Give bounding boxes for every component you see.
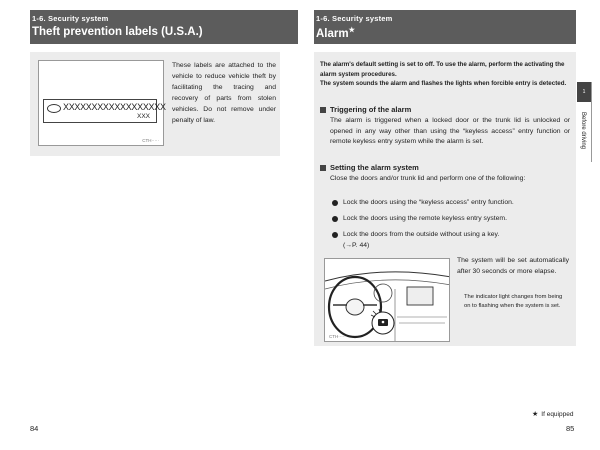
left-section-label: 1-6. Security system [32, 14, 109, 23]
label-oval-mark [47, 104, 61, 113]
list-item [332, 230, 570, 251]
footnote-text: If equipped [541, 410, 574, 418]
right-page-title [316, 26, 355, 40]
bullet-dot-icon [332, 216, 338, 222]
chapter-side-label: Before driving [580, 112, 586, 150]
right-page [300, 0, 600, 450]
left-page-title: Theft prevention labels (U.S.A.) [32, 26, 203, 38]
alarm-title-text: Alarm [316, 27, 349, 40]
dashboard-drawing [325, 259, 450, 342]
alarm-intro-default: The alarm's default setting is set to off. To use the alarm, perform the activating the alarm system procedures. [320, 61, 565, 78]
label-serial-number: XXXXXXXXXXXXXXXXXX [63, 102, 166, 112]
equipped-star-mark: ★ [348, 27, 355, 34]
bullet-text: Lock the doors using the remote keyless entry system. [343, 215, 507, 222]
theft-label-sticker [43, 99, 166, 123]
list-item [332, 198, 570, 209]
chapter-tab: 1 [577, 82, 591, 102]
setting-heading-text: Setting the alarm system [330, 163, 419, 172]
bullet-dot-icon [332, 232, 338, 238]
star-icon: ★ [532, 411, 539, 418]
right-image-code: CTH····· [329, 334, 346, 339]
side-divider [591, 82, 592, 162]
right-header-bar [314, 10, 576, 44]
indicator-light-text: The indicator light changes from being on to flashing when the system is set. [464, 294, 563, 309]
alarm-intro [320, 60, 570, 89]
dashboard-illustration [324, 258, 450, 342]
bullet-text [343, 230, 499, 251]
triggering-heading-text: Triggering of the alarm [330, 105, 412, 114]
alarm-intro-function: The system sounds the alarm and flashes the lights when forcible entry is detected. [320, 80, 567, 87]
triggering-text: The alarm is triggered when a locked door or the trunk lid is unlocked or opened in any way other than using the “keyless access” entry function or remote keyless entry system while the alarm is set. [330, 117, 570, 146]
bullet-text: Lock the doors using the “keyless access” entry function. [343, 199, 514, 206]
label-suffix: XXX [136, 113, 150, 120]
page-reference-link[interactable]: (→P. 44) [343, 241, 370, 249]
auto-set-text: The system will be set automatically after 30 seconds or more elapse. [457, 257, 569, 275]
square-bullet-icon [320, 107, 326, 113]
footnote [532, 410, 573, 418]
square-bullet-icon [320, 165, 326, 171]
setting-text: Close the doors and/or trunk lid and perform one of the following: [330, 175, 526, 182]
theft-label-panel [30, 52, 280, 156]
theft-label-description: These labels are attached to the vehicle to reduce vehicle theft by facilitating the tracing and recovery of parts from stolen vehicles. Do not remove under penalty of law. [172, 62, 276, 124]
alarm-panel [314, 52, 576, 346]
triggering-heading [320, 105, 411, 114]
left-page-number: 84 [30, 424, 39, 433]
right-page-number: 85 [566, 424, 575, 433]
left-image-code: CTH····· [142, 138, 159, 143]
left-header-bar [30, 10, 298, 44]
theft-label-illustration [38, 60, 164, 146]
right-section-label: 1-6. Security system [316, 14, 393, 23]
bullet-dot-icon [332, 200, 338, 206]
setting-heading [320, 163, 419, 172]
bullet-text-main: Lock the doors from the outside without using a key. [343, 231, 500, 238]
list-item [332, 214, 570, 225]
